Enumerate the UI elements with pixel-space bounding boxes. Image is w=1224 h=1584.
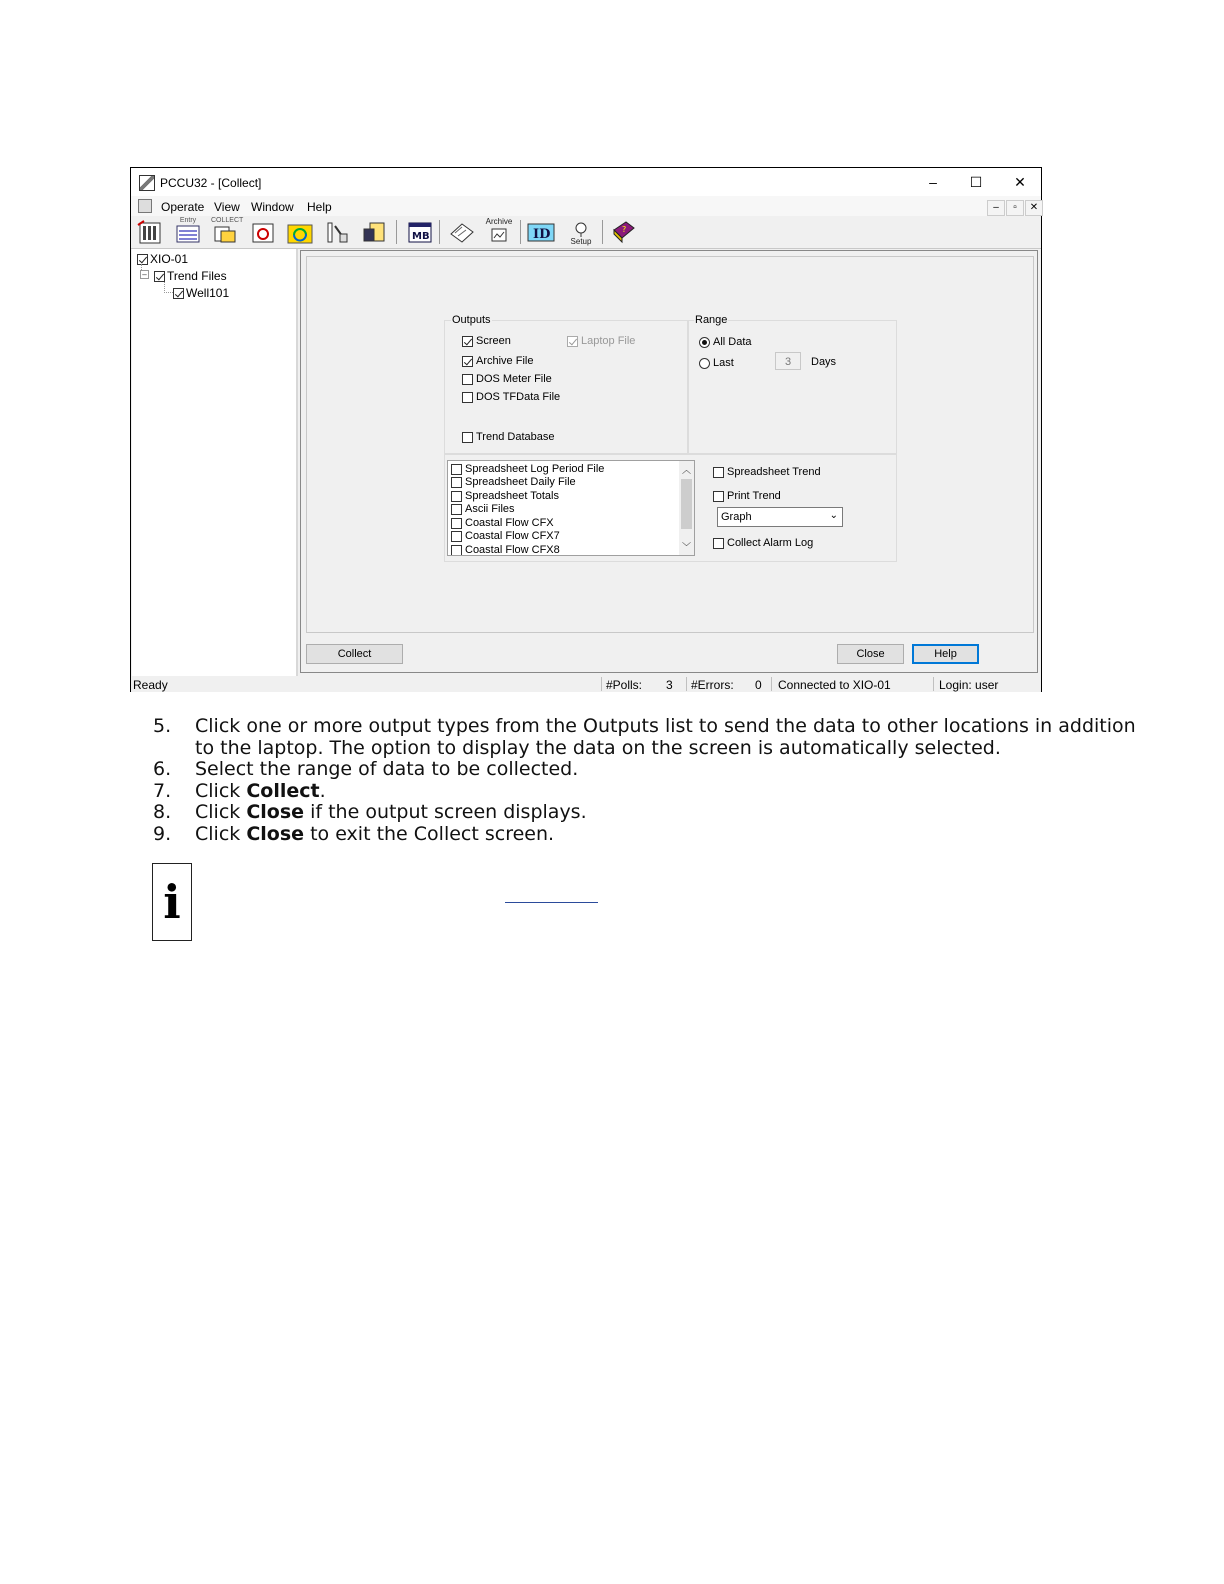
- step-item: [153, 824, 1153, 846]
- entry-label: Entry: [179, 217, 197, 224]
- instruction-steps: [153, 716, 1153, 845]
- calendar-icon[interactable]: [249, 220, 277, 244]
- chevron-down-icon: ⌄: [829, 510, 838, 521]
- svg-text:?: ?: [622, 225, 627, 234]
- dos-tfdata-file-checkbox[interactable]: [462, 392, 473, 403]
- list-scrollbar[interactable]: [679, 461, 694, 555]
- login-status: Login: user: [939, 678, 999, 692]
- tree-connector: [141, 264, 143, 270]
- spreadsheet-trend-option[interactable]: [713, 466, 821, 478]
- status-separator: [771, 677, 772, 691]
- step-text: Click: [195, 801, 247, 823]
- menu-operate[interactable]: Operate: [161, 200, 205, 214]
- dos-tfdata-file-option[interactable]: [462, 391, 560, 403]
- pccu32-window: [130, 167, 1042, 692]
- report-icon[interactable]: [360, 220, 388, 244]
- list-item-checkbox[interactable]: [451, 491, 462, 502]
- setup-label: Setup: [570, 237, 592, 246]
- step-text: Click one or more output types from the Outputs list to send the data to other locations in addition to the laptop. The option to display the data on the screen is automatically selected.: [195, 715, 1136, 759]
- all-data-label: All Data: [713, 336, 752, 348]
- errors-value: 0: [755, 678, 762, 692]
- list-item[interactable]: [451, 503, 515, 516]
- trend-database-label: Trend Database: [476, 431, 555, 443]
- step-item: [153, 716, 1153, 759]
- step-text-end: to exit the Collect screen.: [304, 822, 555, 845]
- mdi-child-icon[interactable]: [138, 199, 152, 213]
- archive-icon[interactable]: [485, 217, 513, 244]
- archive-file-option[interactable]: [462, 355, 533, 367]
- last-label: Last: [713, 357, 734, 369]
- mdi-minimize-button[interactable]: –: [987, 200, 1005, 216]
- step-bold-text: Close: [246, 822, 305, 845]
- dos-meter-file-checkbox[interactable]: [462, 374, 473, 385]
- close-button[interactable]: Close: [837, 644, 904, 664]
- print-trend-option[interactable]: [713, 490, 781, 502]
- close-window-button[interactable]: ✕: [1014, 174, 1026, 190]
- tree-node-well101[interactable]: [173, 286, 229, 300]
- step-text-end: if the output screen displays.: [304, 801, 587, 823]
- list-item-checkbox[interactable]: [451, 504, 462, 515]
- screen-option[interactable]: [462, 335, 511, 347]
- well101-checkbox[interactable]: [173, 288, 184, 299]
- outputs-group: [444, 314, 688, 454]
- tree-root-label: XIO-01: [150, 252, 189, 266]
- errors-label: #Errors:: [691, 678, 734, 692]
- step-bold-text: Collect: [246, 779, 320, 802]
- step-text: Click: [195, 822, 247, 845]
- spreadsheet-trend-checkbox[interactable]: [713, 467, 724, 478]
- connection-status: Connected to XIO-01: [778, 678, 891, 692]
- list-item-label: Spreadsheet Totals: [465, 490, 559, 502]
- range-group: [688, 314, 897, 454]
- collect-panel: [300, 250, 1038, 673]
- polls-value: 3: [666, 678, 673, 692]
- help-book-icon[interactable]: [610, 220, 638, 244]
- status-separator: [686, 677, 687, 691]
- id-icon[interactable]: [527, 220, 555, 244]
- screen-label: Screen: [476, 335, 511, 347]
- entry-icon[interactable]: [174, 217, 202, 244]
- well101-label: Well101: [186, 286, 230, 300]
- outputs-title: Outputs: [452, 314, 491, 326]
- maximize-button[interactable]: ☐: [969, 174, 983, 190]
- step-text: Click: [195, 779, 247, 802]
- file-types-group: [444, 454, 897, 562]
- menu-help[interactable]: Help: [307, 200, 332, 214]
- list-item-checkbox[interactable]: [451, 477, 462, 488]
- title-bar: [131, 168, 1041, 196]
- list-item[interactable]: [451, 530, 560, 543]
- collect-alarm-log-label: Collect Alarm Log: [727, 537, 814, 549]
- setup-icon[interactable]: [567, 220, 595, 244]
- toolbar-separator: [602, 220, 603, 244]
- toolbar-separator: [439, 220, 440, 244]
- tools-icon[interactable]: [323, 220, 351, 244]
- collect-icon[interactable]: [211, 217, 244, 244]
- days-label: Days: [811, 356, 837, 368]
- list-item-label: Spreadsheet Log Period File: [465, 463, 605, 475]
- menu-view[interactable]: View: [214, 200, 240, 214]
- step-number: 9.: [153, 822, 172, 845]
- scroll-thumb[interactable]: [681, 479, 692, 529]
- refresh-folder-icon[interactable]: [286, 220, 314, 244]
- tree-connector: [164, 282, 173, 293]
- list-item[interactable]: [451, 476, 576, 489]
- file-types-list[interactable]: [447, 460, 695, 556]
- collect-label: COLLECT: [211, 217, 244, 224]
- help-button[interactable]: Help: [912, 644, 979, 664]
- toolbar-separator: [520, 220, 521, 244]
- pages-icon[interactable]: [448, 220, 476, 244]
- menu-bar: [131, 196, 1041, 216]
- svg-text:ID: ID: [533, 227, 551, 242]
- mdi-restore-button[interactable]: ▫: [1006, 200, 1024, 216]
- dos-meter-file-label: DOS Meter File: [476, 373, 552, 385]
- step-item: [153, 781, 1153, 803]
- list-item-label: Ascii Files: [465, 503, 515, 515]
- step-item: [153, 759, 1153, 781]
- list-item[interactable]: [451, 463, 604, 476]
- list-item-label: Coastal Flow CFX: [465, 517, 554, 529]
- print-trend-checkbox[interactable]: [713, 491, 724, 502]
- toolbar-separator: [396, 220, 397, 244]
- collect-alarm-log-option[interactable]: [713, 537, 813, 549]
- info-glyph: i: [163, 875, 181, 929]
- step-number: 7.: [153, 779, 172, 802]
- archive-label: Archive: [485, 217, 513, 226]
- step-number: 5.: [153, 715, 172, 737]
- step-number: 6.: [153, 758, 172, 780]
- tree-node-root[interactable]: [137, 252, 188, 266]
- device-tree: [132, 249, 298, 676]
- print-trend-label: Print Trend: [727, 490, 781, 502]
- window-title: PCCU32 - [Collect]: [160, 176, 262, 190]
- trend-files-checkbox[interactable]: [154, 271, 165, 282]
- status-separator: [601, 677, 602, 691]
- info-icon: [152, 863, 192, 941]
- step-text-end: .: [319, 779, 326, 802]
- laptop-file-option: [567, 335, 635, 347]
- collect-alarm-log-checkbox[interactable]: [713, 538, 724, 549]
- scroll-up-icon[interactable]: ︿: [682, 465, 692, 475]
- list-item[interactable]: [451, 490, 559, 503]
- list-item[interactable]: [451, 544, 560, 556]
- list-item-checkbox[interactable]: [451, 518, 462, 529]
- trend-database-option[interactable]: [462, 431, 554, 443]
- list-item-label: Coastal Flow CFX8: [465, 544, 560, 556]
- step-number: 8.: [153, 801, 172, 823]
- svg-text:MB: MB: [412, 231, 430, 242]
- menu-window[interactable]: Window: [251, 200, 294, 214]
- all-data-radio[interactable]: [699, 337, 710, 348]
- list-item[interactable]: [451, 517, 554, 530]
- graph-select-value: Graph: [721, 511, 752, 523]
- archive-file-label: Archive File: [476, 355, 534, 367]
- polls-label: #Polls:: [606, 678, 643, 692]
- app-icon: [139, 175, 155, 191]
- trend-files-label: Trend Files: [167, 269, 227, 283]
- toolbar: [131, 216, 1041, 249]
- mb-icon[interactable]: [406, 220, 434, 244]
- link-underline[interactable]: [505, 902, 598, 903]
- calculator-icon[interactable]: [136, 220, 164, 244]
- tree-node-trend-files[interactable]: [154, 269, 227, 283]
- scroll-down-icon[interactable]: ﹀: [682, 542, 692, 552]
- dos-tfdata-file-label: DOS TFData File: [476, 391, 561, 403]
- days-input: 3: [775, 352, 801, 370]
- list-item-checkbox[interactable]: [451, 464, 462, 475]
- status-separator: [933, 677, 934, 691]
- last-radio[interactable]: [699, 358, 710, 369]
- step-bold-text: Close: [246, 801, 305, 823]
- all-data-option[interactable]: [699, 336, 752, 348]
- last-option[interactable]: [699, 357, 734, 369]
- laptop-file-label: Laptop File: [581, 335, 636, 347]
- step-item: [153, 802, 1153, 824]
- list-item-label: Spreadsheet Daily File: [465, 476, 576, 488]
- mdi-close-button[interactable]: ✕: [1025, 200, 1043, 216]
- collect-options-area: [306, 256, 1034, 633]
- range-title: Range: [695, 314, 728, 326]
- tree-collapse-toggle[interactable]: –: [140, 270, 149, 279]
- status-ready: Ready: [133, 678, 168, 692]
- status-bar: [131, 676, 1041, 692]
- collect-button[interactable]: Collect: [306, 644, 403, 664]
- list-item-label: Coastal Flow CFX7: [465, 530, 560, 542]
- minimize-button[interactable]: –: [929, 174, 937, 190]
- trend-database-checkbox[interactable]: [462, 432, 473, 443]
- dos-meter-file-option[interactable]: [462, 373, 552, 385]
- list-item-checkbox[interactable]: [451, 531, 462, 542]
- step-text: Select the range of data to be collected.: [195, 758, 579, 780]
- graph-select[interactable]: [717, 507, 843, 527]
- screen-checkbox[interactable]: [462, 336, 473, 347]
- laptop-file-checkbox: [567, 336, 578, 347]
- list-item-checkbox[interactable]: [451, 545, 462, 556]
- archive-file-checkbox[interactable]: [462, 356, 473, 367]
- spreadsheet-trend-label: Spreadsheet Trend: [727, 466, 821, 478]
